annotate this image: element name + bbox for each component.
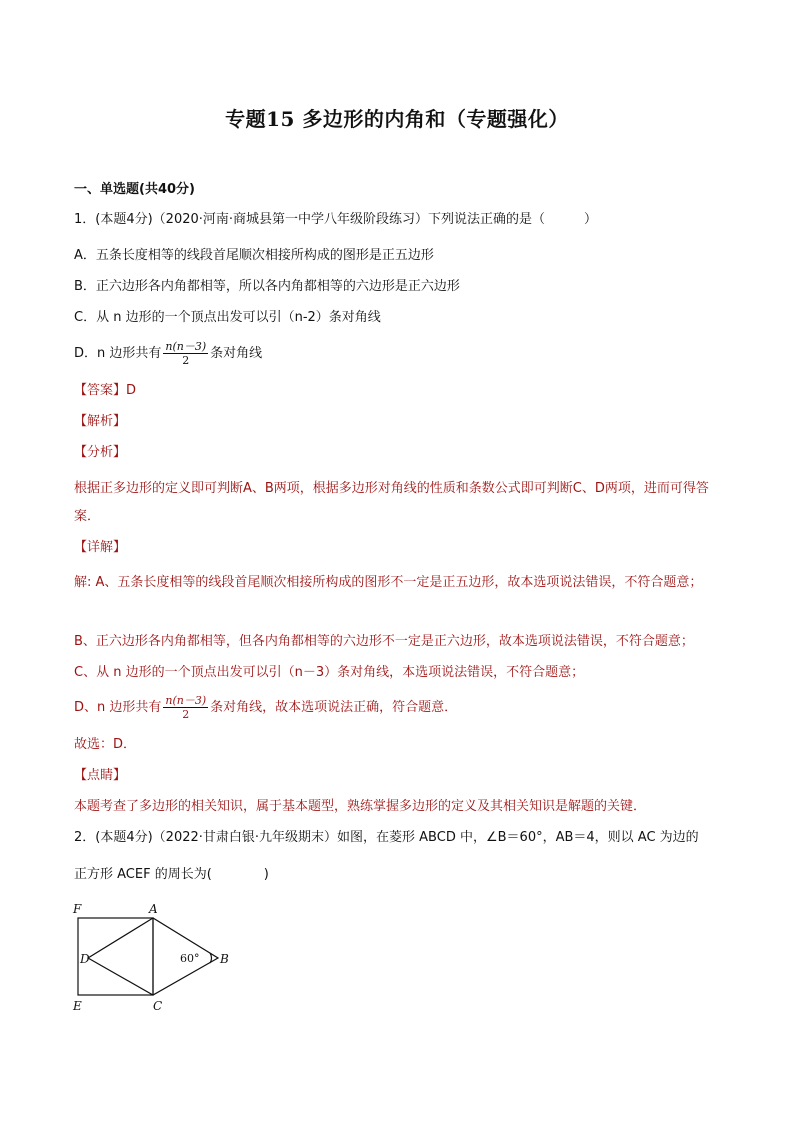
label-d: D [80, 952, 90, 966]
label-f: F [73, 902, 82, 916]
q1-option-d [74, 340, 262, 368]
q1-detail-a: 解: A、五条长度相等的线段首尾顺次相接所构成的图形不一定是正五边形，故本选项说法错误，不符合题意； [74, 575, 703, 590]
q1-detail-d-suffix: 条对角线，故本选项说法正确，符合题意． [210, 700, 458, 715]
q1-detail-d-prefix: D、n 边形共有 [74, 700, 162, 715]
q2-stem-line1: 2．(本题4分)（2022·甘肃白银·九年级期末）如图，在菱形 ABCD 中，∠B＝60°，AB＝4，则以 AC 为边的 [74, 830, 699, 845]
diagonal-formula-fraction [163, 340, 208, 367]
q1-option-d-suffix: 条对角线 [210, 346, 263, 361]
q1-xiangjie-label: 【详解】 [74, 540, 127, 555]
label-a: A [149, 902, 158, 916]
label-b: B [220, 952, 229, 966]
q1-detail-d [74, 694, 457, 722]
angle-label: 60° [180, 952, 200, 965]
label-c: C [153, 999, 163, 1013]
angle-arc-b [210, 953, 212, 963]
fraction-numerator: n(n－3) [165, 694, 207, 707]
q1-dianjing-label: 【点睛】 [74, 768, 127, 783]
q1-fenxi-label: 【分析】 [74, 445, 127, 460]
q1-answer: 【答案】D [74, 383, 137, 398]
rhombus-square-figure [70, 900, 240, 1015]
q1-stem: 1．(本题4分)（2020·河南·商城县第一中学八年级阶段练习）下列说法正确的是（ ） [74, 212, 598, 227]
q1-comment: 本题考查了多边形的相关知识，属于基本题型，熟练掌握多边形的定义及其相关知识是解题的关键． [74, 799, 647, 814]
fraction-denominator: 2 [182, 354, 190, 367]
diagonal-formula-fraction-detail [163, 694, 208, 721]
q1-option-d-prefix: D．n 边形共有 [74, 346, 162, 361]
q1-option-a: A．五条长度相等的线段首尾顺次相接所构成的图形是正五边形 [74, 248, 434, 263]
q1-detail-c: C、从 n 边形的一个顶点出发可以引（n－3）条对角线，本选项说法错误，不符合题意； [74, 665, 585, 680]
label-e: E [73, 999, 82, 1013]
section-heading: 一、单选题(共40分) [74, 182, 195, 197]
fraction-denominator: 2 [182, 708, 190, 721]
q2-stem-line2: 正方形 ACEF 的周长为( ) [74, 867, 269, 882]
page-title: 专题15 多边形的内角和（专题强化） [225, 107, 569, 131]
q1-option-b: B．正六边形各内角都相等，所以各内角都相等的六边形是正六边形 [74, 279, 460, 294]
q1-detail-b: B、正六边形各内角都相等，但各内角都相等的六边形不一定是正六边形，故本选项说法错误，不符合题意； [74, 634, 694, 649]
q1-option-c: C．从 n 边形的一个顶点出发可以引（n-2）条对角线 [74, 310, 381, 325]
fraction-numerator: n(n－3) [165, 340, 207, 353]
q1-choose: 故选：D． [74, 737, 137, 752]
q1-jiexi-label: 【解析】 [74, 414, 127, 429]
q1-analysis-text: 根据正多边形的定义即可判断A、B两项，根据多边形对角线的性质和条数公式即可判断C、D两项，进而可得答案． [74, 481, 709, 524]
